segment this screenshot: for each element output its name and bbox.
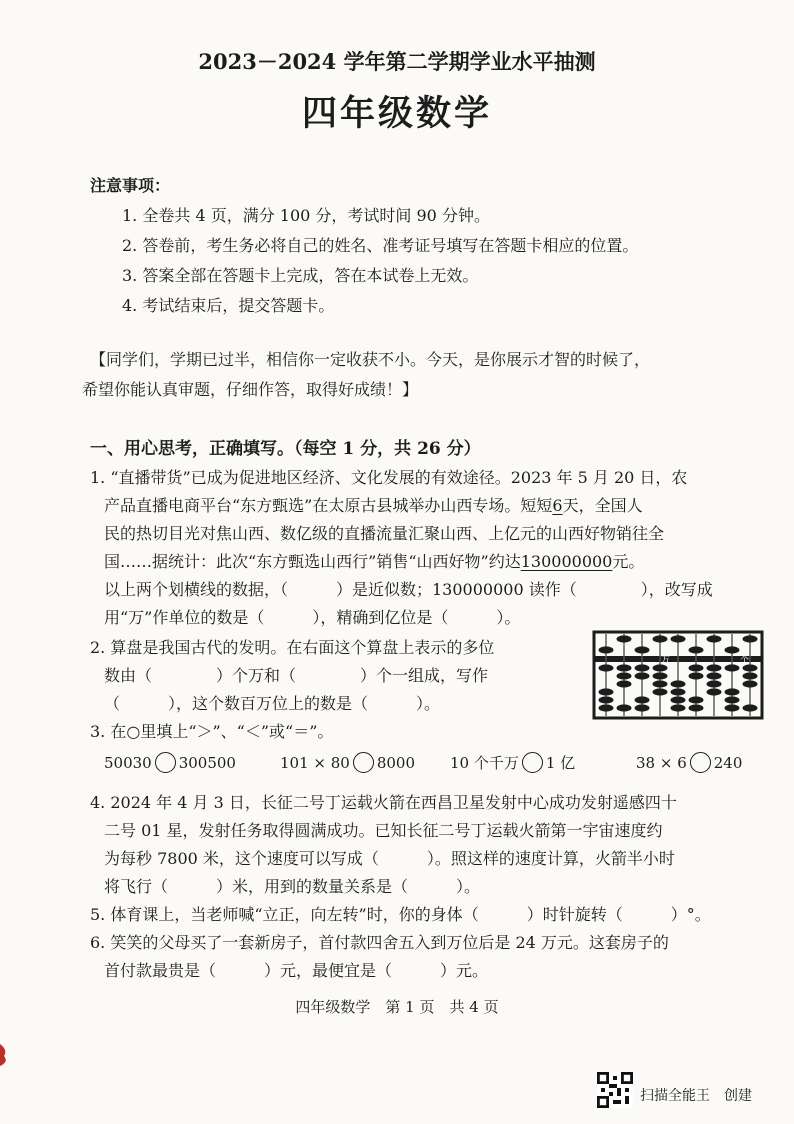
abacus-bead [653,672,668,679]
greeting-line: 【同学们，学期已过半，相信你一定收获不小。今天，是你展示才智的时候了， [90,350,651,369]
abacus-bead [617,704,632,711]
section-heading: 一、用心思考，正确填写。（每空 1 分，共 26 分） [90,439,481,459]
answer-circle[interactable] [522,752,543,773]
abacus-bead [725,688,740,695]
abacus-bead [743,680,758,687]
scanner-watermark: 扫描全能王 创建 [640,1088,752,1104]
abacus-bead [653,680,668,687]
underlined-number: 130000000 [520,552,613,571]
question-3-line: 3. 在○里填上“＞”、“＜”或“＝”。 [90,722,334,741]
notice-item: 4. 考试结束后，提交答题卡。 [122,296,335,315]
question-1-line: 以上两个划横线的数据，（ ）是近似数；130000000 读作（ ），改写成 [104,580,713,599]
abacus-bead [635,664,650,671]
abacus-bead [617,664,632,671]
abacus-bead [725,696,740,703]
abacus-bead [707,664,722,671]
abacus-bead [599,688,614,695]
subject-title: 四年级数学 [301,93,492,134]
abacus-bead [635,646,650,653]
abacus-bead [689,696,704,703]
abacus-bead [635,704,650,711]
answer-circle[interactable] [353,752,374,773]
abacus-bead [617,672,632,679]
abacus-bead [725,704,740,711]
exam-title: 2023－2024 学年第二学期学业水平抽测 [198,49,596,74]
notice-item: 3. 答案全部在答题卡上完成，答在本试卷上无效。 [122,266,479,285]
question-6-line: 首付款最贵是（ ）元，最便宜是（ ）元。 [104,961,489,980]
abacus-bead [599,704,614,711]
abacus-bead [689,672,704,679]
abacus-bead [725,646,740,653]
notice-item: 2. 答卷前，考生务必将自己的姓名、准考证号填写在答题卡相应的位置。 [122,236,639,255]
abacus-bead [707,635,722,642]
abacus-bead [599,646,614,653]
abacus-bead [617,635,632,642]
question-1-line: 产品直播电商平台“东方甄选”在太原古县城举办山西专场。短短6天，全国人 [104,496,643,515]
abacus-bead [671,635,686,642]
answer-circle[interactable] [690,752,711,773]
question-2-line: 数由（ ）个万和（ ）个一组成，写作 [104,666,489,685]
abacus-bead [725,664,740,671]
comparison-item: 38 × 6 240 [636,754,743,772]
page-footer: 四年级数学 第 1 页 共 4 页 [295,998,499,1016]
question-2-line: （ ），这个数百万位上的数是（ ）。 [104,694,441,713]
abacus-bead [689,646,704,653]
abacus-bead [743,672,758,679]
answer-circle[interactable] [155,752,176,773]
abacus-bead [707,680,722,687]
abacus-bead [671,704,686,711]
abacus-bead [671,688,686,695]
edge-smudge [0,1040,12,1068]
abacus-label-wan: 万 [661,656,671,666]
abacus-bead [743,704,758,711]
question-6-line: 6. 笑笑的父母买了一套新房子，首付款四舍五入到万位后是 24 万元。这套房子的 [90,933,669,952]
abacus-bead [635,696,650,703]
notice-heading: 注意事项： [90,176,171,195]
question-4-line: 为每秒 7800 米，这个速度可以写成（ ）。照这样的速度计算，火箭半小时 [104,849,675,868]
abacus-bead [635,672,650,679]
abacus-bead [671,680,686,687]
question-1-line: 1. “直播带货”已成为促进地区经济、文化发展的有效途径。2023 年 5 月 20 日，农 [90,468,688,487]
comparison-item: 50030 300500 [104,754,236,772]
question-4-line: 将飞行（ ）米，用到的数量关系是（ ）。 [104,877,481,896]
abacus-bead [689,704,704,711]
question-4-line: 4. 2024 年 4 月 3 日，长征二号丁运载火箭在西昌卫星发射中心成功发射遥感四十 [90,793,677,812]
abacus-bead [743,635,758,642]
abacus-image [592,630,764,720]
abacus-bead [653,635,668,642]
question-4-line: 二号 01 星，发射任务取得圆满成功。已知长征二号丁运载火箭第一宇宙速度约 [104,821,663,840]
qr-code-icon [597,1072,633,1108]
question-5-line: 5. 体育课上，当老师喊“立正，向左转”时，你的身体（ ）时针旋转（ ）°。 [90,905,711,924]
question-1-line: 用“万”作单位的数是（ ），精确到亿位是（ ）。 [104,608,521,627]
abacus-bead [599,664,614,671]
abacus-bead [707,688,722,695]
greeting-line: 希望你能认真审题，仔细作答，取得好成绩！】 [82,380,419,399]
question-2-line: 2. 算盘是我国古代的发明。在右面这个算盘上表示的多位 [90,638,495,657]
abacus-bead [707,672,722,679]
comparison-item: 10 个千万 1 亿 [450,754,576,772]
notice-item: 1. 全卷共 4 页，满分 100 分，考试时间 90 分钟。 [122,206,490,225]
abacus-label-ge: 个 [740,656,750,666]
abacus-bead [599,696,614,703]
question-1-line: 国……据统计：此次“东方甄选山西行”销售“山西好物”约达130000000元。 [104,552,645,571]
abacus-bead [617,680,632,687]
abacus-bead [671,696,686,703]
comparison-item: 101 × 80 8000 [280,754,416,772]
question-1-line: 民的热切目光对焦山西、数亿级的直播流量汇聚山西、上亿元的山西好物销往全 [104,524,665,543]
underlined-number: 6 [552,496,563,515]
abacus-bead [653,688,668,695]
abacus-bead [689,664,704,671]
